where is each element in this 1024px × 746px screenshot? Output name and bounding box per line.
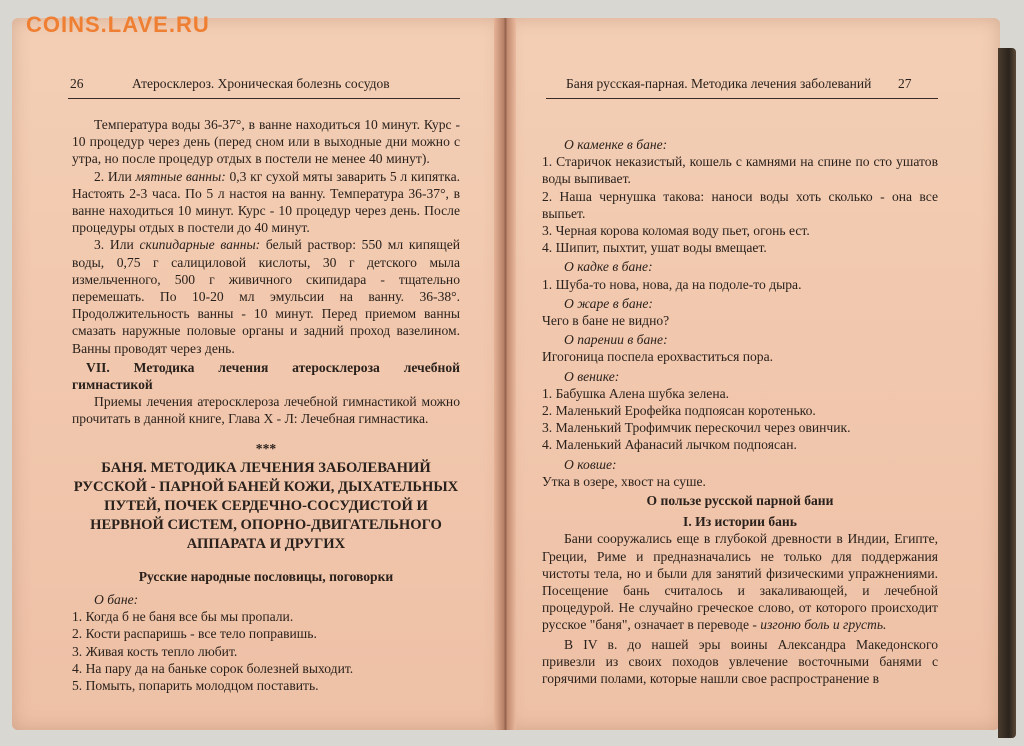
right-header-rule <box>546 98 938 99</box>
stove-heading: О каменке в бане: <box>564 137 668 152</box>
section-7-title: VII. Методика лечения атеросклероза лечебной гимнастикой <box>72 359 460 393</box>
riddle-item: Чего в бане не видно? <box>542 313 670 329</box>
riddle-item: 1. Бабушка Алена шубка зелена. <box>542 385 730 401</box>
riddle-item: 2. Наша чернушка такова: наноси воды хоть сколько - она все выпьет. <box>542 188 938 221</box>
riddle-item: 4. Шипит, пыхтит, ушат воды вмещает. <box>542 240 767 256</box>
proverb-item: 1. Когда б не баня все бы мы пропали. <box>72 609 294 625</box>
about-bath-heading: О бане: <box>94 592 139 608</box>
history-paragraph-2: В IV в. до нашей эры воины Александра Македонского привезли из своих походов увлечение восточными банями с горячими полами, которые нашли свое распространение в <box>542 636 938 687</box>
section-separator: *** <box>255 440 277 456</box>
heat-heading: О жаре в бане: <box>564 295 653 311</box>
left-paragraph-2: 2. Или мятные ванны: 0,3 кг сухой мяты заварить 5 л кипятка. Настоять 2-3 часа. По 5 л настоя на ванну. Температура 36-37°, в ванне находиться 10 минут. Курс - 10 процедур через день. После процедуры отдых в постели до 40 минут. <box>72 168 460 236</box>
ladle-heading: О ковше: <box>564 456 617 472</box>
left-body <box>72 116 460 694</box>
riddle-item: 1. Шуба-то нова, нова, да на подоле-то дыра. <box>542 276 802 292</box>
section-7-text: Приемы лечения атеросклероза лечебной гимнастикой можно прочитать в данной книге, Глава Х - Л: Лечебная гимнастика. <box>72 394 460 427</box>
left-page-number: 26 <box>70 76 84 91</box>
riddle-item: Утка в озере, хвост на суше. <box>542 473 706 489</box>
history-title: I. Из истории бань <box>683 514 797 530</box>
riddle-item: Игогоница поспела ерохвaститься пора. <box>542 349 774 365</box>
riddle-item: 3. Черная корова коломая воду пьет, огонь ест. <box>542 223 810 239</box>
left-header-rule <box>68 98 460 99</box>
riddle-item: 3. Маленький Трофимчик перескочил через овинчик. <box>542 420 851 436</box>
history-paragraph-1: Бани сооружались еще в глубокой древности в Индии, Египте, Греции, Риме и предназначались не только для поддержания чистоты тела, но и были для занятий физическими упражнениями. Посещение бань считалось и закаливающей, и лечебной процедурой. Не случайно греческое слово, от которого происходит русское "баня", означает в переводе - изгоню боль и грусть. <box>542 531 938 633</box>
left-paragraph-1: Температура воды 36-37°, в ванне находиться 10 минут. Курс - 10 процедур через день (перед сном или в выходные дни можно с утра, но после процедур отдых в постели не менее 40 минут). <box>72 117 460 167</box>
page-edges <box>998 48 1016 738</box>
left-paragraph-3: 3. Или скипидарные ванны: белый раствор: 550 мл кипящей воды, 0,75 г салициловой кислоты, 30 г детского мыла измельченного, 500 г живичного скипидара - тщательно перемешать. По 10-20 мл эмульсии на ванну. 36-38°. Продолжительность ванны - 10 минут. Перед приемом ванны смазать наружные половые органы и задний проход вазелином. Ванны проводят через день. <box>72 237 460 356</box>
proverbs-title: Русские народные пословицы, поговорки <box>138 568 394 584</box>
riddle-item: 2. Маленький Ерофейка подпоясан коротенько. <box>542 403 816 419</box>
tub-heading: О кадке в бане: <box>564 259 653 275</box>
open-book <box>12 18 1016 730</box>
right-running-header: Баня русская-парная. Методика лечения заболеваний <box>566 76 872 91</box>
left-running-header: Атеросклероз. Хроническая болезнь сосудов <box>132 76 390 91</box>
right-page <box>506 18 1000 730</box>
riddle-item: 1. Старичок неказистый, кошель с камнями на спине по сто ушатов воды выпивает. <box>542 154 938 187</box>
right-page-number: 27 <box>898 76 912 91</box>
steam-heading: О парении в бане: <box>564 332 668 348</box>
book-gutter <box>494 18 516 730</box>
right-body <box>542 136 938 687</box>
riddle-item: 4. Маленький Афанасий лычком подпоясан. <box>542 437 797 453</box>
watermark: COINS.LAVE.RU <box>26 12 210 37</box>
chapter-title: БАНЯ. МЕТОДИКА ЛЕЧЕНИЯ ЗАБОЛЕВАНИЙ РУССКОЙ - ПАРНОЙ БАНЕЙ КОЖИ, ДЫХАТЕЛЬНЫХ ПУТЕЙ, ПОЧЕК СЕРДЕЧНО-СОСУДИСТОЙ И НЕРВНОЙ СИСТЕМ, ОПОРНО-ДВИГАТЕЛЬНОГО АППАРАТА И ДРУГИХ <box>73 459 459 552</box>
benefit-title: О пользе русской парной бани <box>646 493 834 509</box>
proverb-item: 5. Помыть, попарить молодцом поставить. <box>72 678 319 694</box>
left-page <box>12 18 502 730</box>
proverb-item: 4. На пару да на баньке сорок болезней выходит. <box>72 660 354 676</box>
proverb-item: 3. Живая кость тепло любит. <box>72 643 238 659</box>
broom-heading: О венике: <box>564 368 620 384</box>
proverb-item: 2. Кости распаришь - все тело поправишь. <box>72 626 317 642</box>
